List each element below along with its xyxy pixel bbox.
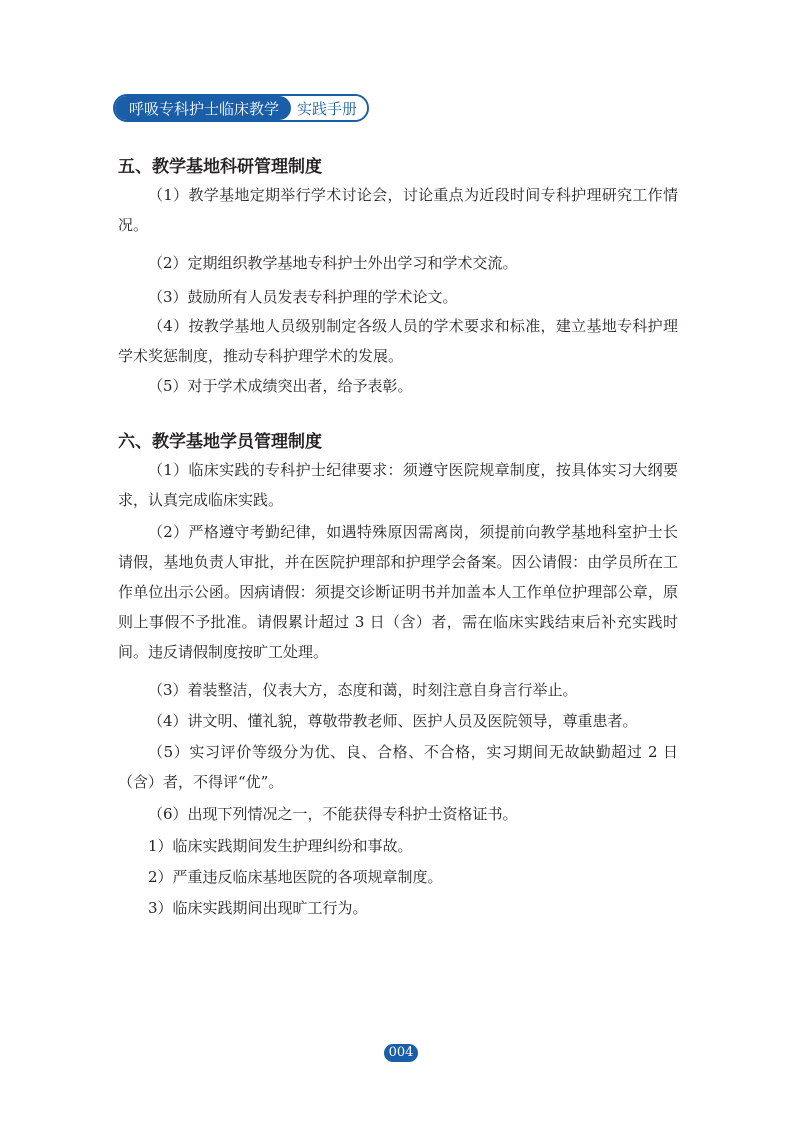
book-subtitle: 实践手册 [291, 96, 367, 120]
section-6-item-3: （3）着装整洁，仪表大方，态度和蔼，时刻注意自身言行举止。 [148, 681, 578, 699]
section-5-item-1: （1）教学基地定期举行学术讨论会，讨论重点为近段时间专科护理研究工作情况。 [118, 186, 678, 234]
section-6-subitem-1: 1）临床实践期间发生护理纠纷和事故。 [148, 837, 413, 855]
section-6-item-5: （5）实习评价等级分为优、良、合格、不合格，实习期间无故缺勤超过 2 日（含）者，不得评“优”。 [118, 743, 678, 791]
book-title: 呼吸专科护士临床教学 [115, 96, 291, 120]
section-6-item-6: （6）出现下列情况之一，不能获得专科护士资格证书。 [148, 805, 518, 823]
section-5-title: 五、教学基地科研管理制度 [118, 157, 322, 177]
section-6-subitem-3: 3）临床实践期间出现旷工行为。 [148, 899, 368, 917]
section-6-subitem-2: 2）严重违反临床基地医院的各项规章制度。 [148, 868, 443, 886]
section-6-item-4: （4）讲文明、懂礼貌，尊敬带教老师、医护人员及医院领导，尊重患者。 [148, 712, 638, 730]
section-6-item-1: （1）临床实践的专科护士纪律要求：须遵守医院规章制度，按具体实习大纲要求，认真完成临床实践。 [118, 461, 678, 509]
section-6-title: 六、教学基地学员管理制度 [118, 432, 322, 452]
section-5-item-4: （4）按教学基地人员级别制定各级人员的学术要求和标准，建立基地专科护理学术奖惩制度，推动专科护理学术的发展。 [118, 317, 678, 365]
section-5-item-2: （2）定期组织教学基地专科护士外出学习和学术交流。 [148, 254, 518, 272]
section-5-item-3: （3）鼓励所有人员发表专科护理的学术论文。 [148, 288, 458, 306]
section-5-item-5: （5）对于学术成绩突出者，给予表彰。 [148, 377, 413, 395]
section-6-item-2: （2）严格遵守考勤纪律，如遇特殊原因需离岗，须提前向教学基地科室护士长请假，基地负责人审批，并在医院护理部和护理学会备案。因公请假：由学员所在工作单位出示公函。因病请假：须提交诊断证明书并加盖本人工作单位护理部公章，原则上事假不予批准。请假累计超过 3 日（含）者，需在临床实践结束后补充实践时间。违反请假制度按旷工处理。 [118, 523, 678, 661]
book-header-badge [113, 94, 369, 122]
page-number: 004 [384, 1044, 418, 1062]
